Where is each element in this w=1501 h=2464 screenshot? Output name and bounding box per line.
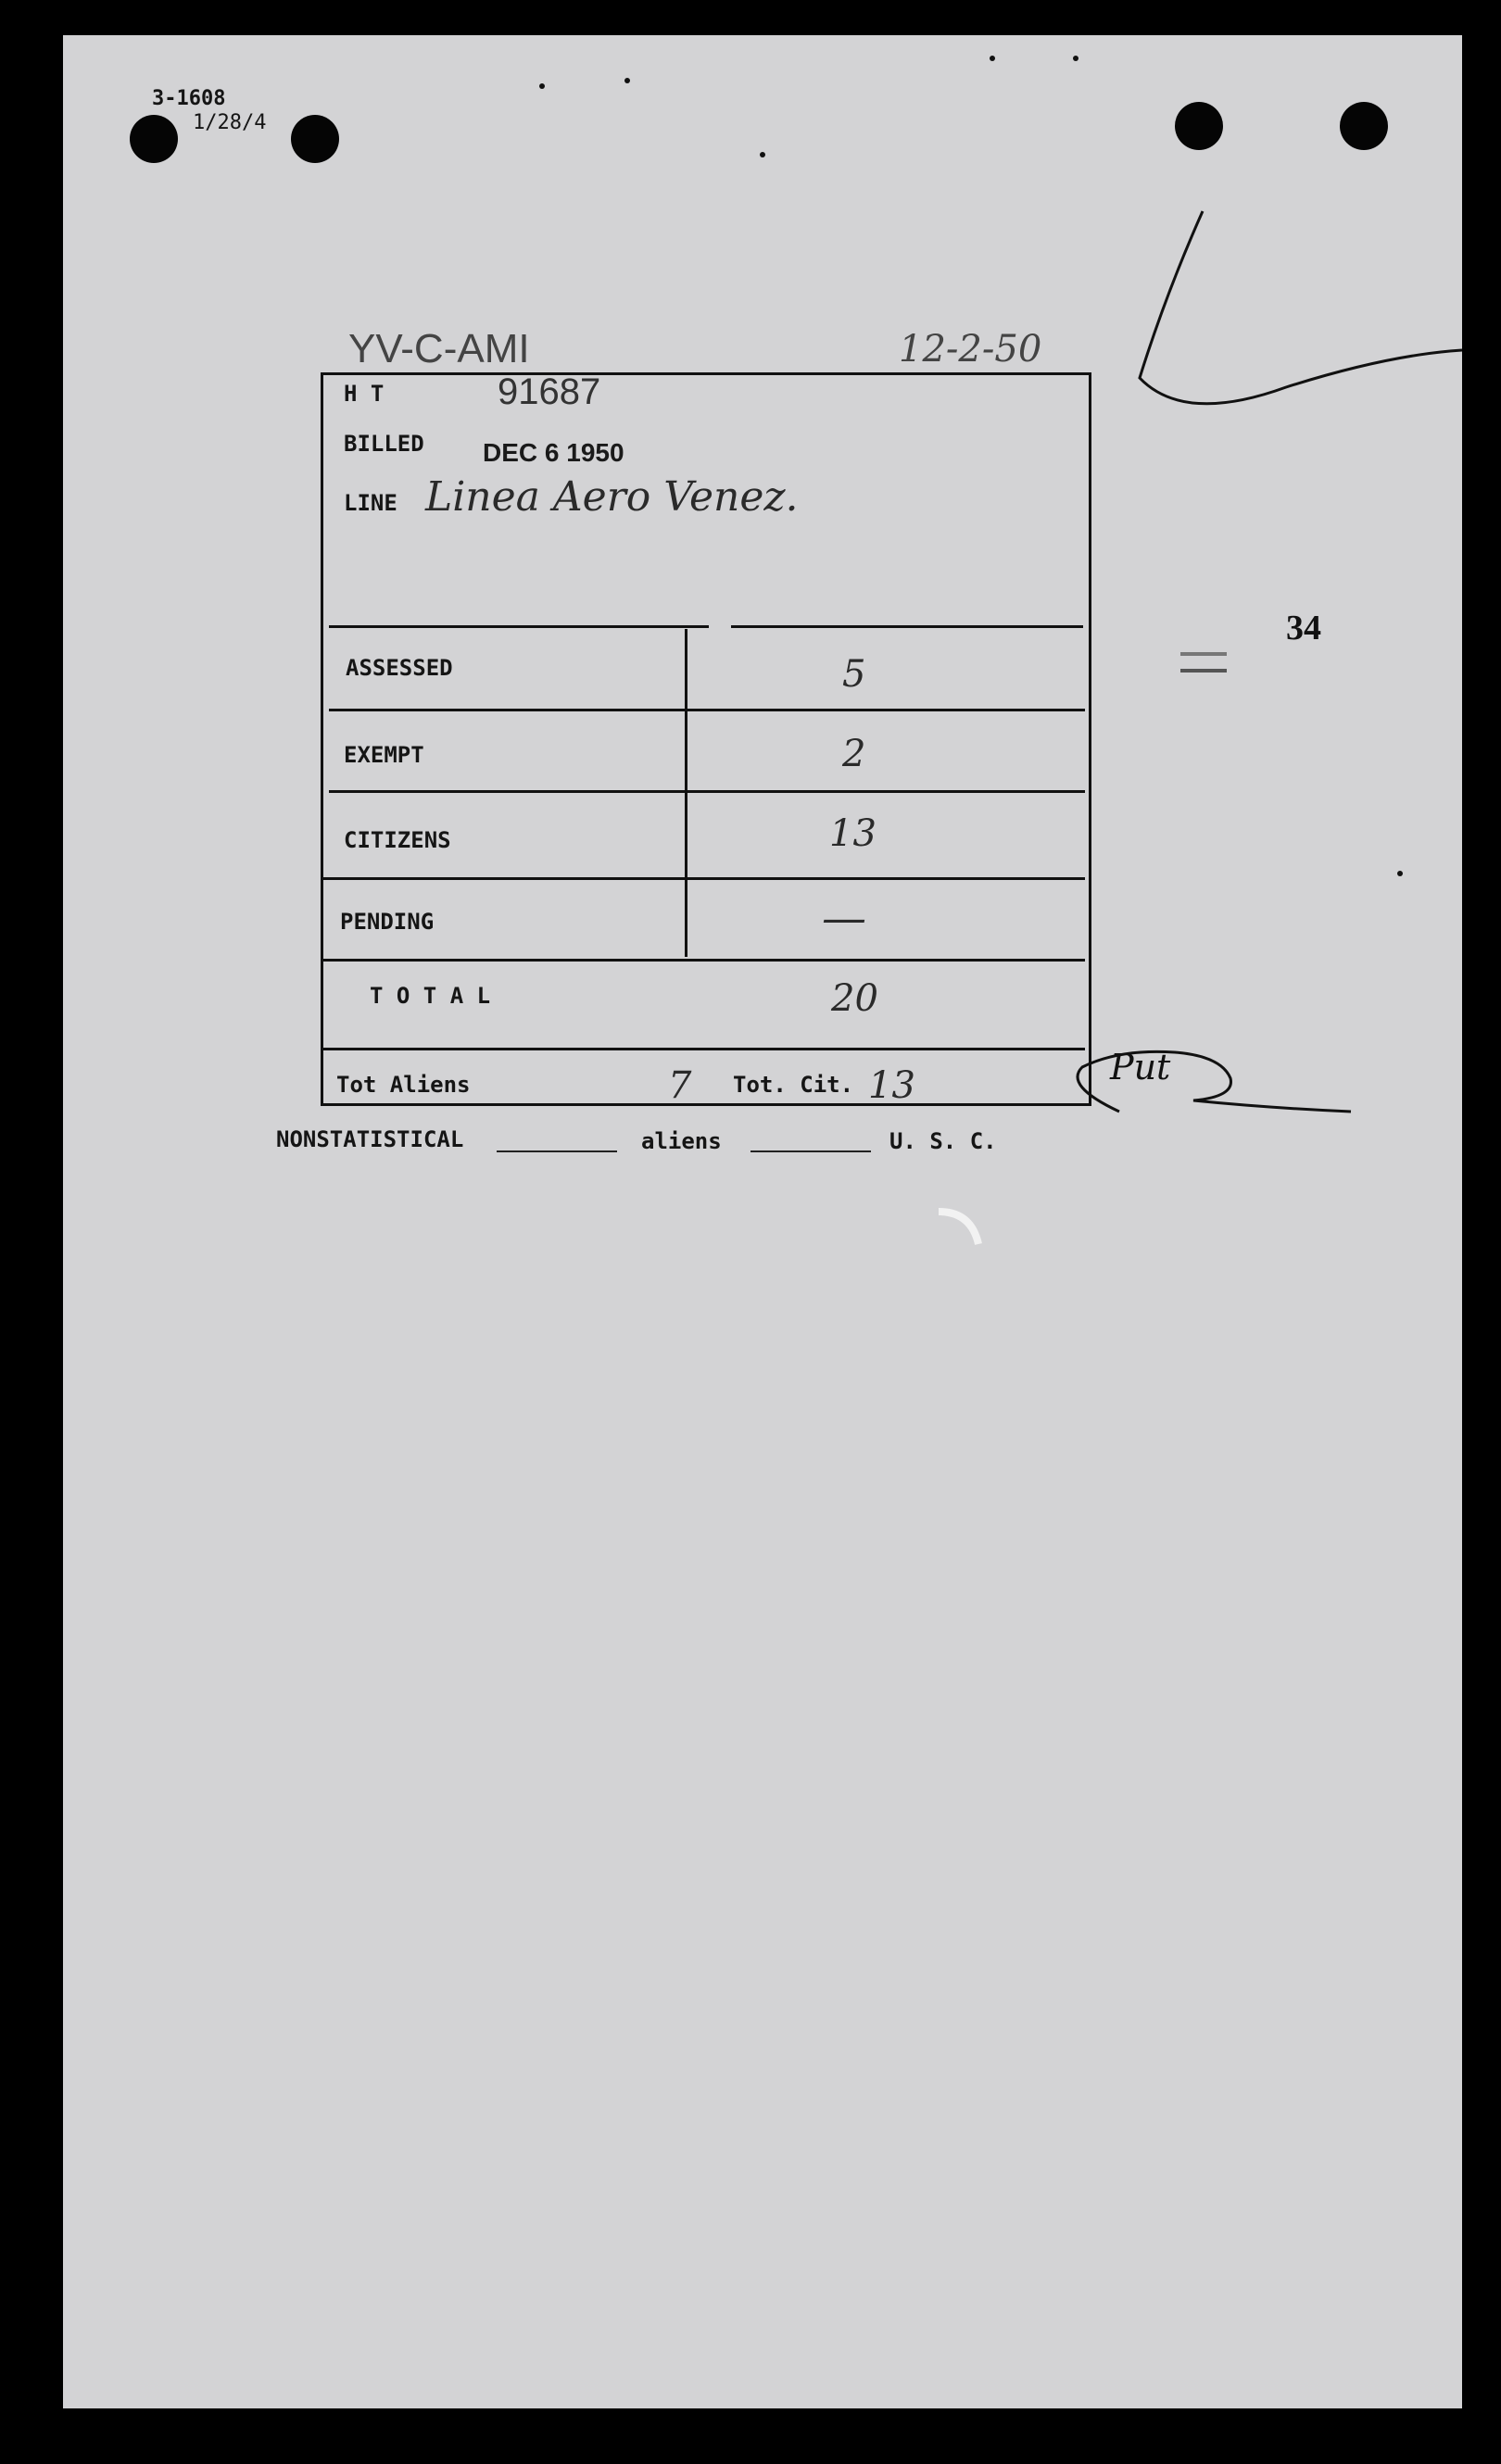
speck [760,152,765,157]
divider [329,790,1085,793]
speck [539,83,545,89]
header-date: 12-2-50 [899,328,1042,371]
divider [323,959,1085,962]
total-value: 20 [831,977,878,1020]
line-value: Linea Aero Venez. [425,473,799,521]
punch-hole [1340,102,1388,150]
divider [329,625,709,628]
faint-mark [1180,669,1227,673]
pending-label: PENDING [340,909,435,935]
citizens-label: CITIZENS [344,827,451,853]
speck [1073,56,1078,61]
total-label: T O T A L [370,983,491,1009]
divider [731,625,1083,628]
usc-label: U. S. C. [889,1128,997,1154]
exempt-value: 2 [842,733,866,775]
smudge-mark [934,1202,990,1258]
page-number: 34 [1286,609,1321,647]
punch-hole [1175,102,1223,150]
manifest-card [321,372,1091,1106]
exempt-label: EXEMPT [344,742,424,768]
punch-hole [291,115,339,163]
document-page [63,35,1462,2408]
billed-label: BILLED [344,431,424,457]
initials-loop [1045,1030,1360,1132]
aircraft-registration: YV-C-AMI [348,326,530,371]
form-number: 3-1608 [152,87,226,110]
punch-hole [130,115,178,163]
divider [323,1048,1085,1050]
aliens-label: aliens [641,1128,722,1154]
speck [990,56,995,61]
tot-cit-label: Tot. Cit. [733,1072,854,1098]
citizens-value: 13 [829,812,877,855]
divider [329,709,1085,711]
line-label: LINE [344,490,397,516]
assessed-value: 5 [842,653,866,696]
column-divider [685,629,687,957]
speck [1397,871,1403,876]
nonstatistical-label: NONSTATISTICAL [276,1126,464,1152]
tot-cit-value: 13 [868,1064,915,1107]
speck [624,78,630,83]
faint-mark [1180,652,1227,656]
ht-label: H T [344,381,385,407]
tot-aliens-label: Tot Aliens [336,1072,471,1098]
ht-number: 91687 [498,371,601,412]
divider [323,877,1085,880]
pending-value: — [822,892,866,944]
assessed-label: ASSESSED [346,655,453,681]
aliens-blank [750,1150,871,1152]
billed-date: DEC 6 1950 [483,438,624,467]
form-revision: 1/28/4 [193,111,267,134]
tot-aliens-value: 7 [668,1064,692,1107]
initials: Put [1110,1047,1171,1087]
pen-arc-mark [1129,174,1462,471]
nonstatistical-blank [497,1150,617,1152]
